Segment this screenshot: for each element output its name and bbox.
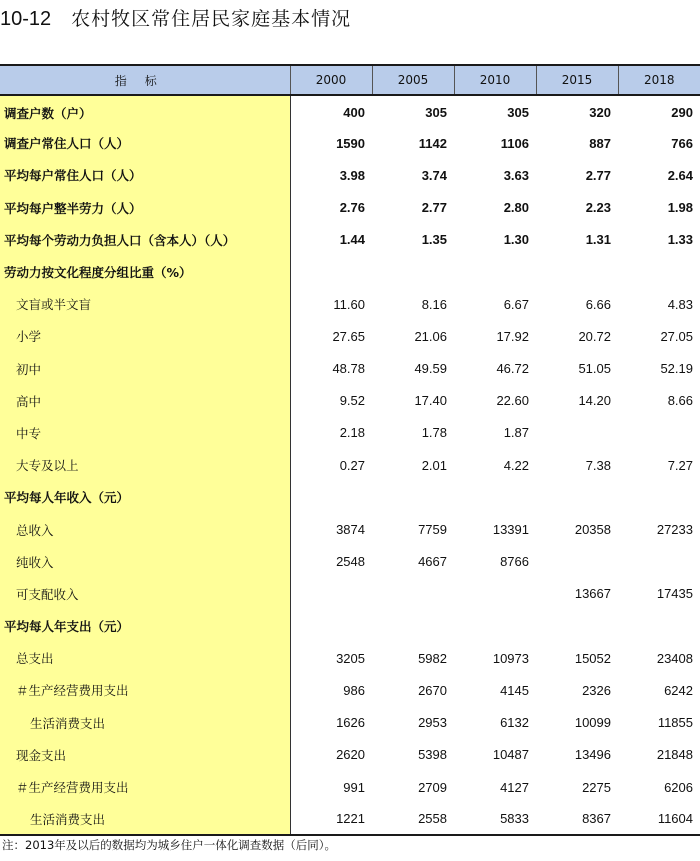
cell-value: 2620 [336, 747, 365, 763]
cell-value [372, 610, 454, 642]
table-header [0, 65, 700, 95]
cell-value: 48.78 [332, 361, 365, 377]
cell-value: 2.77 [421, 200, 447, 216]
cell-value: 986 [343, 682, 365, 698]
cell-value: 10973 [492, 650, 529, 666]
row-label: ＃生产经营费用支出 [0, 771, 290, 803]
table-row [0, 127, 700, 159]
cell-value [536, 610, 618, 642]
cell-value [372, 578, 454, 610]
cell-value: 15052 [574, 650, 611, 666]
cell-value: 4.22 [503, 457, 529, 473]
cell-value: 4127 [500, 779, 529, 795]
cell-value: 3205 [336, 650, 365, 666]
cell-value: 2709 [418, 779, 447, 795]
cell-value [536, 546, 618, 578]
cell-value: 400 [343, 105, 365, 121]
cell-value: 305 [425, 105, 447, 121]
cell-value [618, 417, 700, 449]
row-label: 总支出 [0, 642, 290, 674]
cell-value [618, 481, 700, 513]
row-label: 大专及以上 [0, 449, 290, 481]
table-row [0, 449, 700, 481]
cell-value [290, 481, 372, 513]
cell-value: 290 [671, 105, 693, 121]
cell-value: 13496 [574, 747, 611, 763]
cell-value: 7759 [418, 522, 447, 538]
cell-value: 1.30 [503, 232, 529, 248]
statistics-table [0, 64, 700, 836]
header-year: 2000 [290, 65, 372, 95]
table-number: 10-12 [0, 8, 52, 30]
cell-value: 23408 [656, 650, 693, 666]
cell-value: 2.64 [667, 167, 693, 183]
cell-value [618, 546, 700, 578]
cell-value: 46.72 [496, 361, 529, 377]
table-row [0, 481, 700, 513]
table-row [0, 771, 700, 803]
cell-value [536, 256, 618, 288]
cell-value: 8.66 [667, 393, 693, 409]
cell-value: 51.05 [578, 361, 611, 377]
cell-value: 8766 [500, 554, 529, 570]
cell-value: 3874 [336, 522, 365, 538]
cell-value: 2670 [418, 682, 447, 698]
table-row [0, 320, 700, 352]
row-label: 总收入 [0, 513, 290, 545]
row-label: 调查户数（户） [0, 95, 290, 127]
cell-value: 3.63 [503, 167, 529, 183]
cell-value: 6132 [500, 715, 529, 731]
row-label: 高中 [0, 385, 290, 417]
cell-value: 4.83 [667, 296, 693, 312]
cell-value: 13667 [574, 586, 611, 602]
cell-value: 1.44 [339, 232, 365, 248]
row-label: 初中 [0, 353, 290, 385]
row-label: 纯收入 [0, 546, 290, 578]
cell-value: 1.31 [585, 232, 611, 248]
cell-value: 2.80 [503, 200, 529, 216]
cell-value: 2.77 [585, 167, 611, 183]
header-year: 2005 [372, 65, 454, 95]
cell-value [454, 256, 536, 288]
table-row [0, 192, 700, 224]
header-row [0, 65, 700, 95]
cell-value: 1.35 [421, 232, 447, 248]
cell-value: 7.38 [585, 457, 611, 473]
table-row [0, 578, 700, 610]
cell-value: 0.27 [339, 457, 365, 473]
cell-value: 49.59 [414, 361, 447, 377]
cell-value: 17435 [656, 586, 693, 602]
cell-value: 2.23 [585, 200, 611, 216]
cell-value: 10099 [574, 715, 611, 731]
table-row [0, 256, 700, 288]
cell-value [454, 610, 536, 642]
header-year: 2015 [536, 65, 618, 95]
cell-value: 6242 [664, 682, 693, 698]
cell-value [454, 578, 536, 610]
cell-value: 1.87 [503, 425, 529, 441]
cell-value [290, 256, 372, 288]
cell-value [290, 578, 372, 610]
cell-value: 14.20 [578, 393, 611, 409]
cell-value: 17.40 [414, 393, 447, 409]
cell-value [454, 481, 536, 513]
cell-value: 320 [589, 105, 611, 121]
cell-value: 887 [589, 135, 611, 151]
cell-value: 13391 [492, 522, 529, 538]
cell-value: 2548 [336, 554, 365, 570]
row-label: ＃生产经营费用支出 [0, 674, 290, 706]
table-title-text: 农村牧区常住居民家庭基本情况 [71, 8, 352, 30]
table-row [0, 707, 700, 739]
cell-value: 3.74 [421, 167, 447, 183]
cell-value: 1221 [290, 803, 372, 835]
cell-value: 27.05 [660, 328, 693, 344]
cell-value [290, 610, 372, 642]
cell-value: 6.67 [503, 296, 529, 312]
cell-value [618, 256, 700, 288]
cell-value: 4145 [500, 682, 529, 698]
cell-value: 5398 [418, 747, 447, 763]
cell-value: 991 [343, 779, 365, 795]
cell-value: 5982 [418, 650, 447, 666]
table-row [0, 385, 700, 417]
cell-value: 8.16 [421, 296, 447, 312]
cell-value: 1.98 [667, 200, 693, 216]
cell-value: 3.98 [339, 167, 365, 183]
table-row [0, 803, 700, 835]
row-label: 劳动力按文化程度分组比重（%） [0, 256, 290, 288]
table-row [0, 546, 700, 578]
row-label: 调查户常住人口（人） [0, 127, 290, 159]
cell-value: 5833 [454, 803, 536, 835]
header-year: 2010 [454, 65, 536, 95]
header-year: 2018 [618, 65, 700, 95]
row-label: 平均每人年支出（元） [0, 610, 290, 642]
table-row [0, 674, 700, 706]
footnote: 注：2013年及以后的数据均为城乡住户一体化调查数据（后同）。 [2, 838, 337, 852]
row-label: 平均每户整半劳力（人） [0, 192, 290, 224]
row-label: 平均每户常住人口（人） [0, 159, 290, 191]
cell-value: 8367 [536, 803, 618, 835]
cell-value: 6.66 [585, 296, 611, 312]
cell-value: 2.76 [339, 200, 365, 216]
cell-value: 1106 [500, 135, 529, 151]
cell-value: 27.65 [332, 328, 365, 344]
cell-value: 22.60 [496, 393, 529, 409]
cell-value: 2275 [582, 779, 611, 795]
cell-value: 1590 [336, 135, 365, 151]
cell-value [536, 481, 618, 513]
row-label: 小学 [0, 320, 290, 352]
table-row [0, 95, 700, 127]
row-label: 中专 [0, 417, 290, 449]
cell-value [536, 417, 618, 449]
cell-value: 6206 [664, 779, 693, 795]
cell-value [372, 481, 454, 513]
table-row [0, 513, 700, 545]
cell-value: 11855 [657, 715, 693, 731]
cell-value: 52.19 [660, 361, 693, 377]
row-label: 现金支出 [0, 739, 290, 771]
table-row [0, 739, 700, 771]
table-row [0, 224, 700, 256]
table-row [0, 642, 700, 674]
cell-value: 27233 [656, 522, 693, 538]
table-row [0, 417, 700, 449]
cell-value: 10487 [492, 747, 529, 763]
cell-value: 9.52 [339, 393, 365, 409]
cell-value: 11604 [618, 803, 700, 835]
cell-value: 11.60 [333, 296, 365, 312]
cell-value: 20.72 [578, 328, 611, 344]
header-indicator: 指标 [0, 65, 290, 95]
cell-value: 2.18 [339, 425, 365, 441]
cell-value: 766 [671, 135, 693, 151]
cell-value: 1.33 [667, 232, 693, 248]
cell-value: 1.78 [421, 425, 447, 441]
row-label: 平均每人年收入（元） [0, 481, 290, 513]
cell-value: 4667 [418, 554, 447, 570]
row-label: 生活消费支出 [0, 803, 290, 835]
cell-value: 2558 [372, 803, 454, 835]
cell-value: 305 [507, 105, 529, 121]
table-title [0, 4, 351, 34]
table-body [0, 95, 700, 835]
cell-value: 2326 [582, 682, 611, 698]
cell-value: 21.06 [414, 328, 447, 344]
row-label: 文盲或半文盲 [0, 288, 290, 320]
table-row [0, 353, 700, 385]
table-row [0, 159, 700, 191]
table-row [0, 288, 700, 320]
cell-value: 1626 [336, 715, 365, 731]
cell-value: 20358 [574, 522, 611, 538]
row-label: 平均每个劳动力负担人口（含本人）（人） [0, 224, 290, 256]
row-label: 可支配收入 [0, 578, 290, 610]
cell-value: 2.01 [421, 457, 447, 473]
cell-value: 2953 [418, 715, 447, 731]
cell-value: 7.27 [667, 457, 693, 473]
row-label: 生活消费支出 [0, 707, 290, 739]
cell-value [372, 256, 454, 288]
cell-value [618, 610, 700, 642]
table-row [0, 610, 700, 642]
cell-value: 17.92 [496, 328, 529, 344]
cell-value: 21848 [656, 747, 693, 763]
cell-value: 1142 [418, 135, 447, 151]
